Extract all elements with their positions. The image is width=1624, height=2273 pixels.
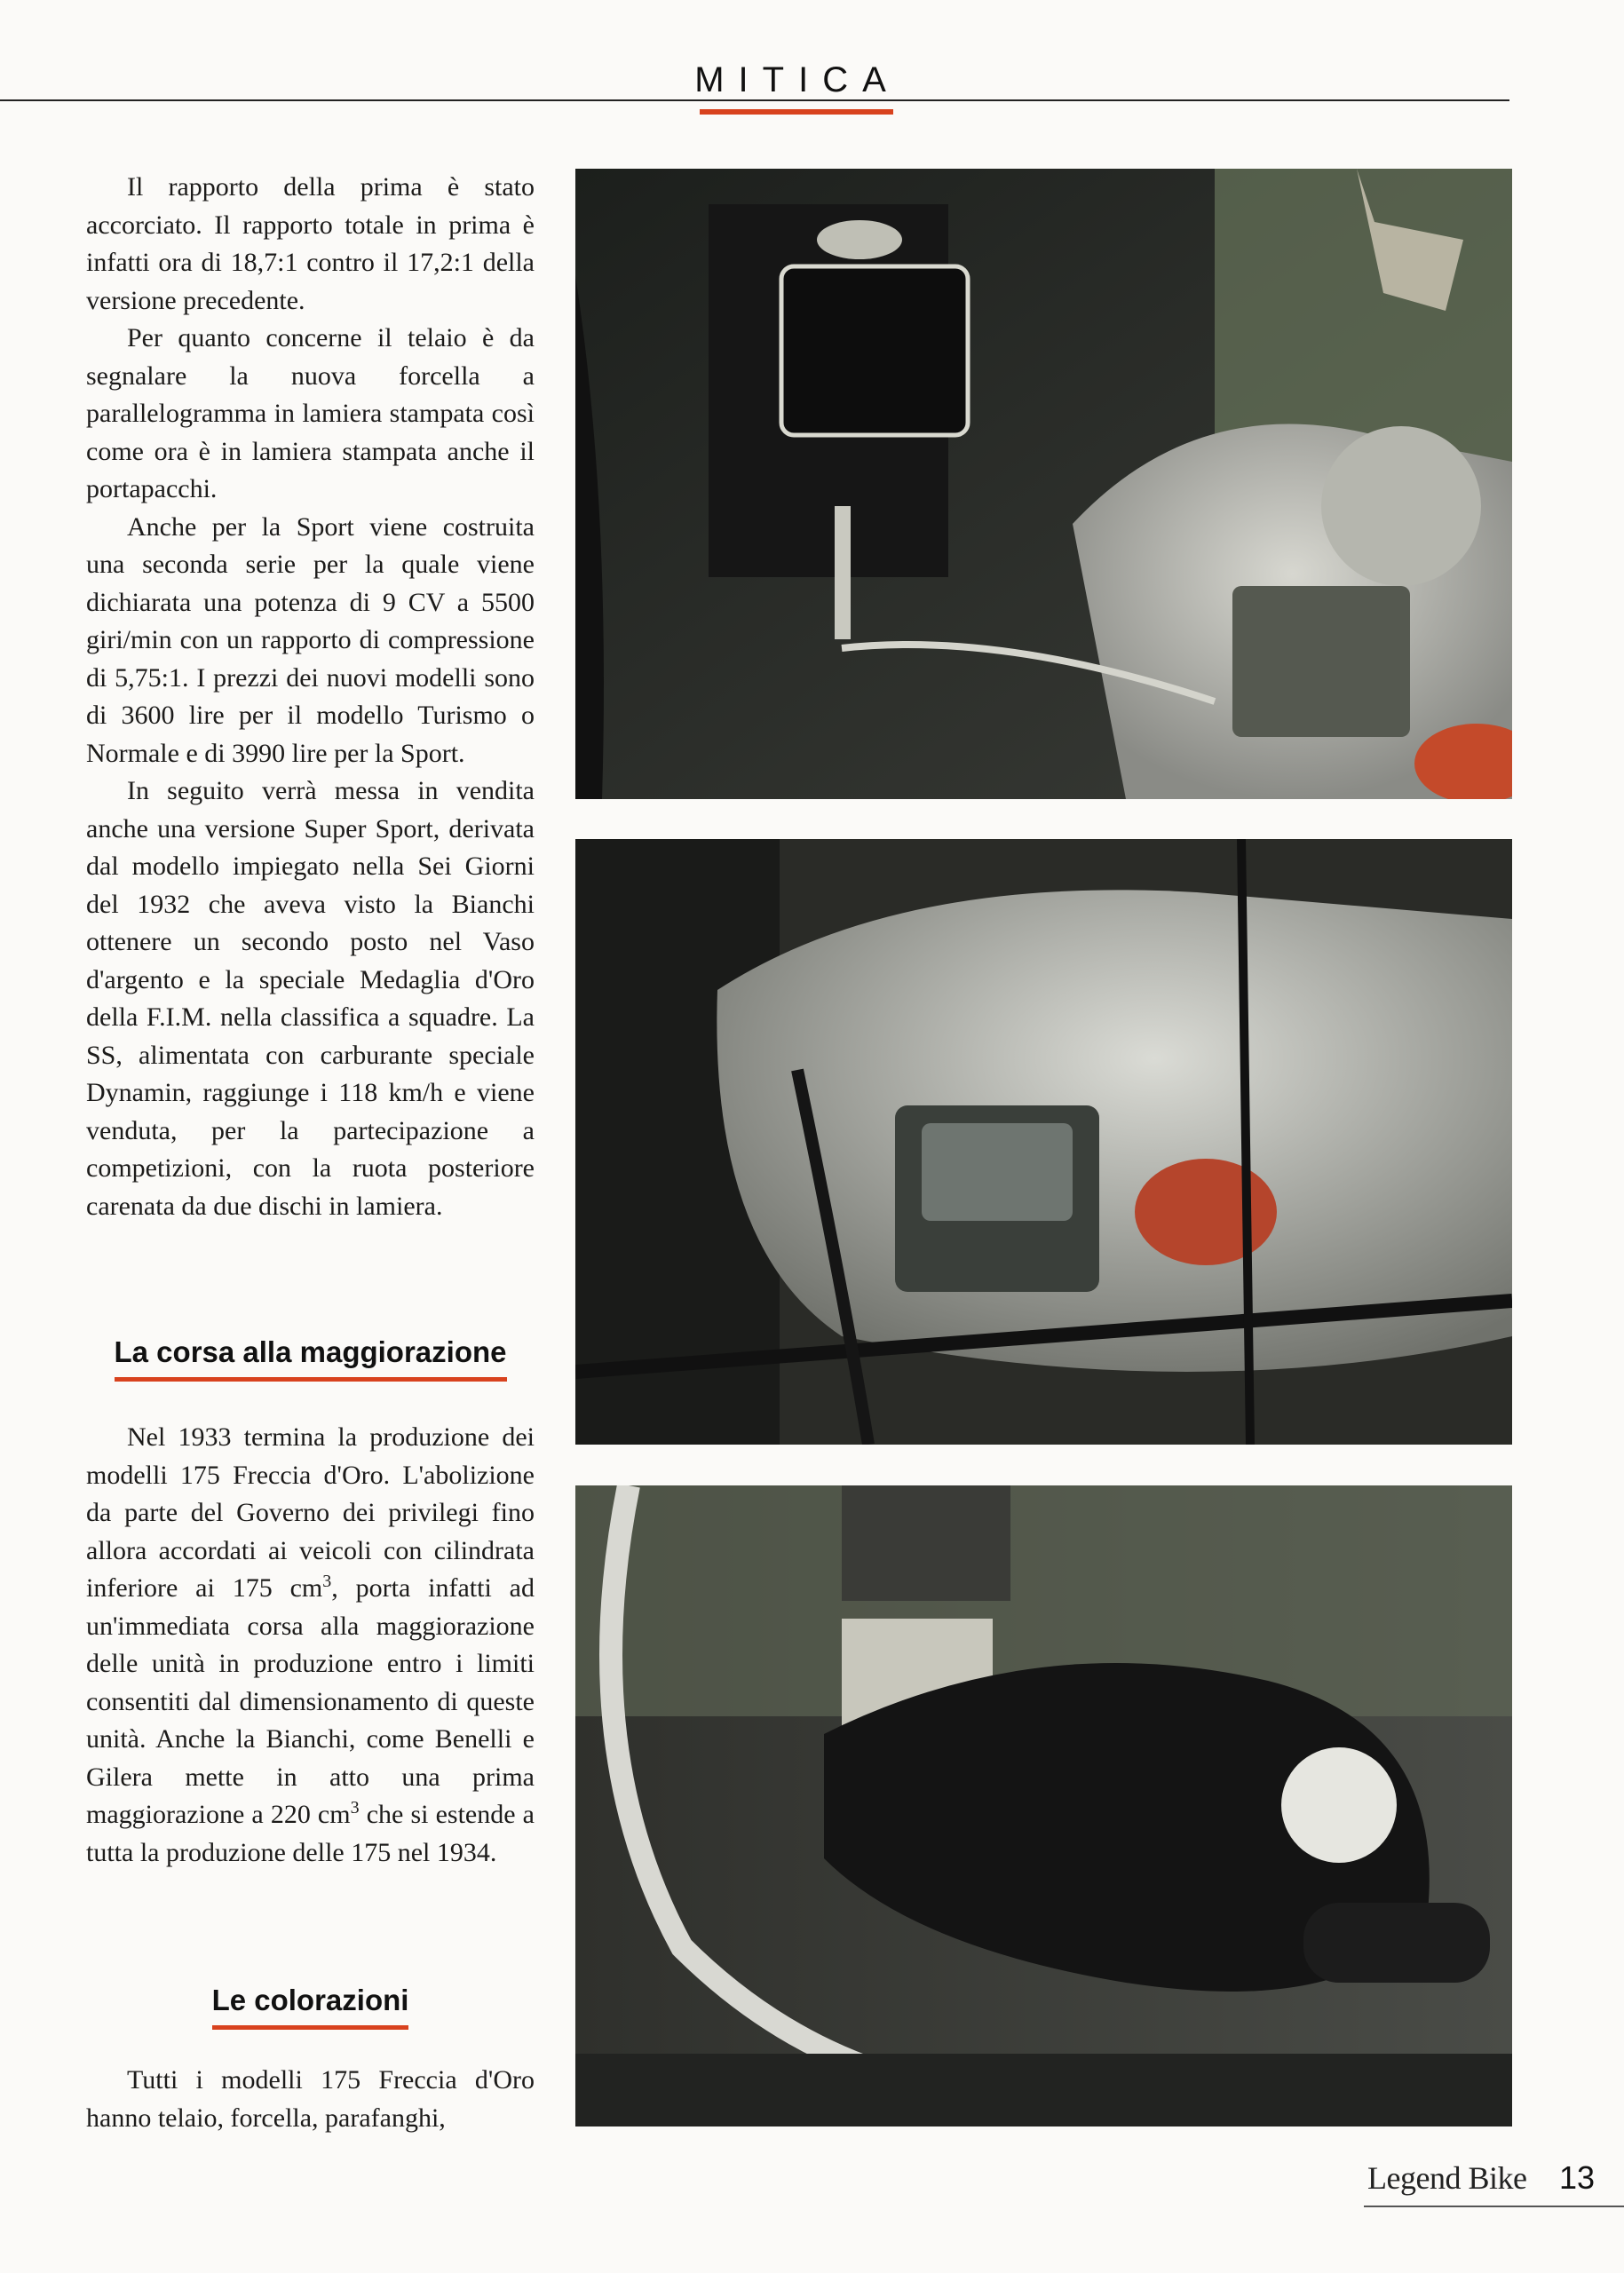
article-column <box>86 169 535 1225</box>
paragraph: Tutti i modelli 175 Freccia d'Oro hanno telaio, forcella, parafanghi, <box>86 2065 535 2133</box>
section-heading-wrap <box>86 1334 535 1382</box>
paragraph: Nel 1933 termina la produzione dei modelli 175 Freccia d'Oro. L'abolizione da parte del Governo dei privilegi fino allora accordati ai veicoli con cilindrata inferiore ai 175 $cm^3$, porta infatti ad un'immediata corsa alla maggiorazione delle unità in produzione entro i limiti consentiti dal dimensionamento di queste unità. Anche la Bianchi, come Benelli e Gilera mette in atto una prima maggiorazione a 220 $cm^3$ che si estende a tutta la produzione delle 175 nel 1934. <box>86 1422 535 1867</box>
section-title: MITICA <box>694 60 900 99</box>
paragraph: Per quanto concerne il telaio è da segnalare la nuova forcella a parallelogramma in lamiera stampata così come ora è in lamiera stampata anche il portapacchi. <box>86 323 535 503</box>
header-rule <box>0 99 1509 101</box>
paragraph: Anche per la Sport viene costruita una seconda serie per la quale viene dichiarata una potenza di 9 CV a 5500 giri/min con un rapporto di compressione di 5,75:1. I prezzi dei nuovi modelli sono di 3600 lire per il modello Turismo o Normale e di 3990 lire per la Sport. <box>86 511 535 768</box>
photo-oil-tank <box>575 169 1512 799</box>
photo-engine <box>575 1485 1512 2126</box>
page-number: 13 <box>1559 2159 1596 2196</box>
photo-crankcase <box>575 839 1512 1445</box>
paragraph: In seguito verrà messa in vendita anche una versione Super Sport, derivata dal modello impiegato nella Sei Giorni del 1932 che aveva visto la Bianchi ottenere un secondo posto nel Vaso d'argento e la speciale Medaglia d'Oro della F.I.M. nella classifica a squadre. La SS, alimentata con carburante speciale Dynamin, raggiunge i 118 km/h e viene venduta, per la partecipazione a competizioni, con la ruota posteriore carenata da due dischi in lamiera. <box>86 776 535 1221</box>
section-heading-wrap <box>86 1982 535 2030</box>
section-heading: La corsa alla maggiorazione <box>115 1334 507 1382</box>
header-accent-bar <box>700 109 893 115</box>
magazine-name: Legend Bike <box>1367 2160 1527 2196</box>
footer-rule <box>1364 2206 1624 2207</box>
paragraph: Il rapporto della prima è stato accorciato. Il rapporto totale in prima è infatti ora di 18,7:1 contro il 17,2:1 della versione precedente. <box>86 172 535 315</box>
article-column <box>86 1419 535 1872</box>
section-heading: Le colorazioni <box>212 1982 409 2030</box>
article-column <box>86 2062 535 2137</box>
